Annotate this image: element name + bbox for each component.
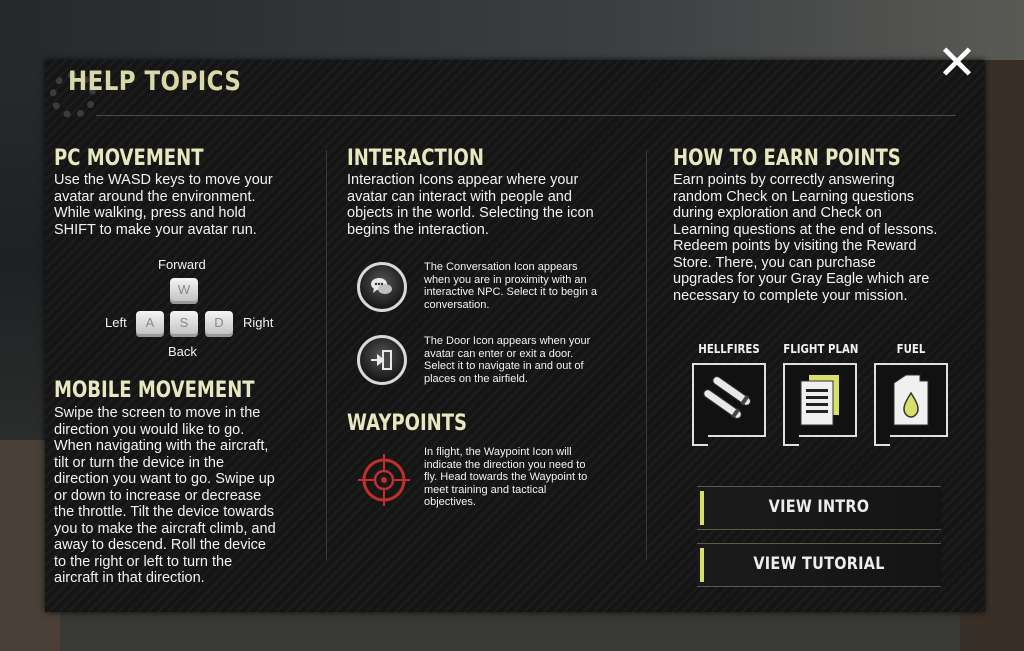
close-icon[interactable]: ✕ (936, 35, 978, 91)
key-d: D (205, 311, 233, 337)
forward-label: Forward (158, 257, 206, 272)
hellfire-upgrade-card[interactable] (692, 363, 766, 437)
mobile-movement-text: Swipe the screen to move in the direction you would like to go. When navigating with the aircraft, tilt or turn the device in the direction you want to go. Swipe up or down to increase or decrease the throttle. Tilt the device towards you to make the aircraft climb, and away to descend. Roll the device to the right or left to turn the aircraft in that direction. (54, 405, 276, 586)
right-label: Right (243, 315, 274, 330)
button-accent-bar (700, 491, 704, 525)
hellfire-card-tail (692, 430, 708, 446)
column-divider-1 (326, 150, 327, 560)
button-accent-bar (700, 548, 704, 582)
waypoint-icon-text: In flight, the Waypoint Icon will indicate the direction you need to fly. Head towards the Waypoint to meet training and tactical objectives. (424, 446, 588, 508)
earn-points-text: Earn points by correctly answering random Check on Learning questions during exploration and Check on Learning questions at the end of lessons. Redeem points by visiting the Reward Store. There, you can purchase upgrades for your Gray Eagle which are necessary to complete your mission. (673, 172, 938, 304)
waypoint-icon (356, 452, 412, 508)
flight-plan-upgrade-card[interactable] (783, 363, 857, 437)
key-a: A (136, 311, 164, 337)
door-icon (357, 335, 407, 385)
view-tutorial-button[interactable] (697, 543, 941, 587)
hellfire-icon (694, 365, 764, 435)
fuel-card-tail (874, 430, 890, 446)
conversation-icon-text: The Conversation Icon appears when you are in proximity with an interactive NPC. Select it to begin a conversation. (424, 261, 598, 311)
view-intro-label: VIEW INTRO (768, 497, 870, 517)
background-sky (0, 0, 1024, 60)
key-s: S (170, 311, 198, 337)
view-tutorial-label: VIEW TUTORIAL (753, 554, 885, 574)
interaction-text: Interaction Icons appear where your avatar can interact with people and objects in the world. Selecting the icon begins the interaction. (347, 172, 594, 238)
upgrade-label-hellfires: HELLFIRES (698, 342, 760, 356)
title-divider (96, 115, 956, 116)
fuel-icon (876, 365, 946, 435)
interaction-heading: INTERACTION (347, 146, 484, 171)
flight-plan-icon (785, 365, 855, 435)
panel-title: HELP TOPICS (68, 66, 242, 97)
key-w: W (170, 278, 198, 304)
mobile-movement-heading: MOBILE MOVEMENT (54, 378, 255, 403)
column-divider-2 (646, 150, 647, 560)
pc-movement-heading: PC MOVEMENT (54, 146, 204, 171)
earn-points-heading: HOW TO EARN POINTS (673, 146, 901, 171)
waypoints-heading: WAYPOINTS (347, 411, 468, 436)
left-label: Left (105, 315, 127, 330)
fuel-upgrade-card[interactable] (874, 363, 948, 437)
view-intro-button[interactable] (697, 486, 941, 530)
conversation-icon (357, 262, 407, 312)
upgrade-label-flight-plan: FLIGHT PLAN (783, 342, 859, 356)
back-label: Back (168, 344, 197, 359)
door-icon-text: The Door Icon appears when your avatar can enter or exit a door. Select it to navigate in and out of places on the airfield. (424, 335, 591, 385)
upgrade-label-fuel: FUEL (896, 342, 926, 356)
pc-movement-text: Use the WASD keys to move your avatar around the environment. While walking, press and hold SHIFT to make your avatar run. (54, 172, 273, 238)
flight-plan-card-tail (783, 430, 799, 446)
